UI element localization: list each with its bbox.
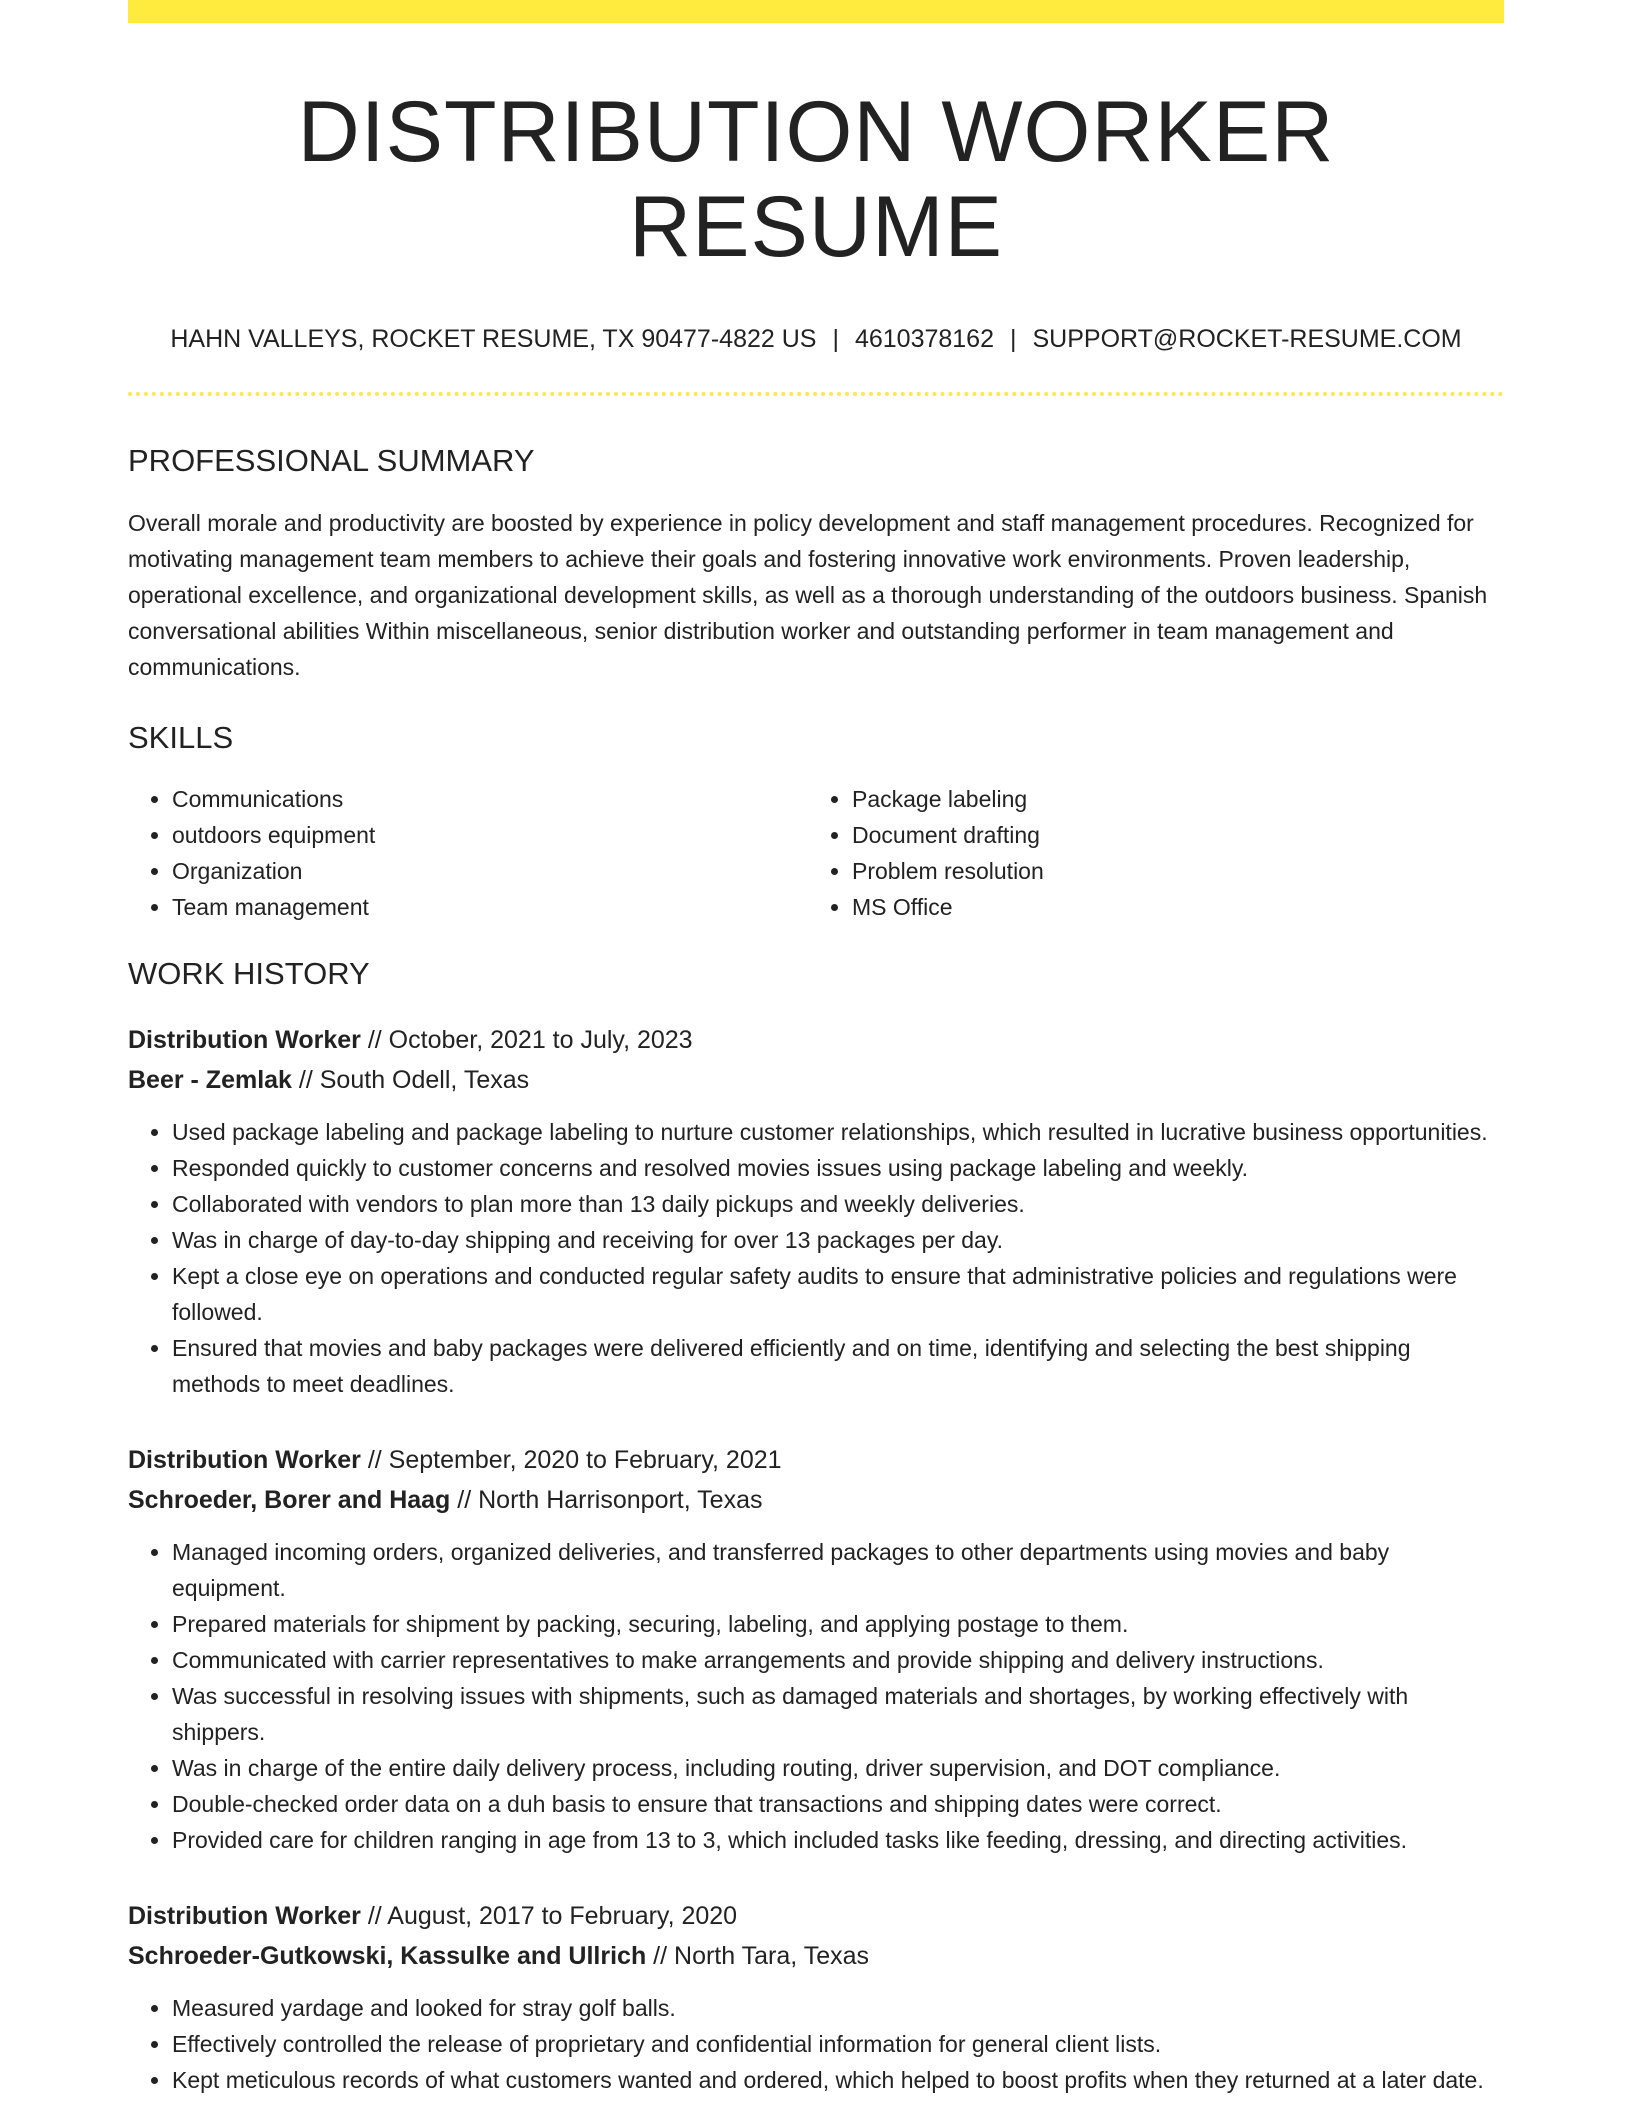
job-entry	[128, 1440, 1504, 1858]
job-role: Distribution Worker	[128, 1445, 361, 1474]
job-dates: // October, 2021 to July, 2023	[367, 1025, 693, 1054]
job-bullet: • Provided care for children ranging in age from 13 to 3, which included tasks like feeding, dressing, and directing activities.	[172, 1822, 1504, 1858]
contact-separator: |	[1010, 325, 1017, 354]
contact-email: SUPPORT@ROCKET-RESUME.COM	[1032, 325, 1462, 354]
job-role: Distribution Worker	[128, 1901, 361, 1930]
job-entry	[128, 1020, 1504, 1402]
job-role-line	[128, 1896, 1504, 1936]
job-dates: // August, 2017 to February, 2020	[367, 1901, 738, 1930]
job-dates: // September, 2020 to February, 2021	[367, 1445, 782, 1474]
job-bullet: • Collaborated with vendors to plan more than 13 daily pickups and weekly deliveries.	[172, 1186, 1504, 1222]
work-history-heading: WORK HISTORY	[128, 955, 370, 991]
job-company-line	[128, 1480, 1504, 1520]
job-entry	[128, 1896, 1504, 2098]
skill-item: • Communications	[172, 781, 808, 817]
job-bullet: • Prepared materials for shipment by packing, securing, labeling, and applying postage to them.	[172, 1606, 1504, 1642]
summary-heading: PROFESSIONAL SUMMARY	[128, 443, 535, 479]
job-bullet: • Effectively controlled the release of proprietary and confidential information for general client lists.	[172, 2026, 1504, 2062]
contact-separator: |	[832, 325, 839, 354]
job-role-line	[128, 1440, 1504, 1480]
job-bullet: • Communicated with carrier representatives to make arrangements and provide shipping and delivery instructions.	[172, 1642, 1504, 1678]
job-location: // North Harrisonport, Texas	[457, 1485, 763, 1514]
job-bullet: • Was successful in resolving issues with shipments, such as damaged materials and shortages, by working effectively with shippers.	[172, 1678, 1504, 1750]
job-bullets	[128, 1990, 1504, 2098]
summary-text: Overall morale and productivity are boosted by experience in policy development and staff management procedures. Recognized for motivating management team members to achieve their goals and fostering innovative work environments. Proven leadership, operational excellence, and organizational development skills, as well as a thorough understanding of the outdoors business. Spanish conversational abilities Within miscellaneous, senior distribution worker and outstanding performer in team management and communications.	[128, 510, 1488, 681]
job-bullets	[128, 1114, 1504, 1402]
job-company: Schroeder, Borer and Haag	[128, 1485, 451, 1514]
contact-address: HAHN VALLEYS, ROCKET RESUME, TX 90477-4822 US	[170, 325, 817, 354]
job-bullet: • Was in charge of day-to-day shipping and receiving for over 13 packages per day.	[172, 1222, 1504, 1258]
job-company: Schroeder-Gutkowski, Kassulke and Ullrich	[128, 1941, 647, 1970]
skill-item: • Team management	[172, 889, 808, 925]
contact-line	[128, 324, 1504, 354]
dotted-divider	[128, 392, 1504, 396]
skills-heading: SKILLS	[128, 720, 234, 756]
job-bullet: • Was in charge of the entire daily delivery process, including routing, driver supervision, and DOT compliance.	[172, 1750, 1504, 1786]
job-location: // South Odell, Texas	[298, 1065, 530, 1094]
job-role-line	[128, 1020, 1504, 1060]
job-company-line	[128, 1936, 1504, 1976]
job-bullet: • Responded quickly to customer concerns and resolved movies issues using package labeling and weekly.	[172, 1150, 1504, 1186]
job-bullet: • Kept meticulous records of what customers wanted and ordered, which helped to boost profits when they returned at a later date.	[172, 2062, 1504, 2098]
accent-bar	[128, 0, 1504, 23]
job-bullets	[128, 1534, 1504, 1858]
job-company: Beer - Zemlak	[128, 1065, 292, 1094]
job-bullet: • Ensured that movies and baby packages were delivered efficiently and on time, identifying and selecting the best shipping methods to meet deadlines.	[172, 1330, 1504, 1402]
resume-title: DISTRIBUTION WORKER RESUME	[297, 84, 1335, 275]
skills-column-left	[128, 781, 808, 925]
skill-item: • Problem resolution	[852, 853, 1488, 889]
resume-page	[128, 0, 1504, 2098]
job-bullet: • Used package labeling and package labeling to nurture customer relationships, which resulted in lucrative business opportunities.	[172, 1114, 1504, 1150]
skill-item: • outdoors equipment	[172, 817, 808, 853]
contact-phone: 4610378162	[854, 325, 994, 354]
job-company-line	[128, 1060, 1504, 1100]
skill-item: • Document drafting	[852, 817, 1488, 853]
job-bullet: • Double-checked order data on a duh basis to ensure that transactions and shipping dates were correct.	[172, 1786, 1504, 1822]
job-location: // North Tara, Texas	[653, 1941, 870, 1970]
skills-list	[128, 781, 1504, 925]
job-bullet: • Kept a close eye on operations and conducted regular safety audits to ensure that administrative policies and regulations were followed.	[172, 1258, 1504, 1330]
job-bullet: • Managed incoming orders, organized deliveries, and transferred packages to other departments using movies and baby equipment.	[172, 1534, 1504, 1606]
skill-item: • MS Office	[852, 889, 1488, 925]
skills-column-right	[808, 781, 1488, 925]
skill-item: • Organization	[172, 853, 808, 889]
skill-item: • Package labeling	[852, 781, 1488, 817]
job-role: Distribution Worker	[128, 1025, 361, 1054]
job-bullet: • Measured yardage and looked for stray golf balls.	[172, 1990, 1504, 2026]
